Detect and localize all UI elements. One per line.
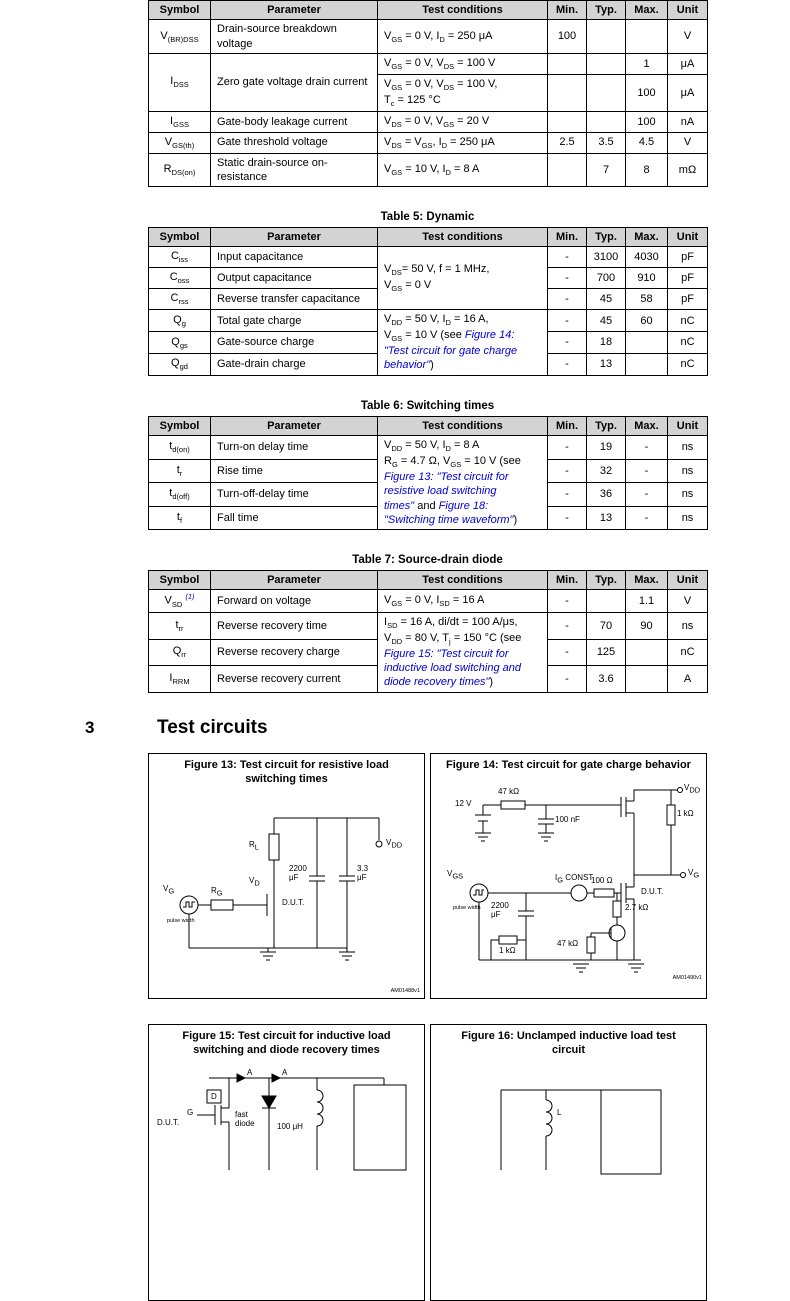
table-cell: Zero gate voltage drain current	[211, 53, 378, 111]
table-cell	[548, 53, 587, 74]
table-cell: -	[548, 639, 587, 666]
table-cell: 36	[587, 483, 626, 507]
table-cell: $V_{GS(th)}$	[149, 132, 211, 153]
column-header: Max.	[626, 416, 668, 435]
table-cell: ns	[668, 613, 708, 640]
section-heading	[85, 717, 707, 739]
table-cell: 100	[626, 111, 668, 132]
table-cell: -	[548, 613, 587, 640]
table-row	[149, 53, 708, 74]
table-cell: 7	[587, 153, 626, 187]
table-cell: $V_{GS} = 0$ V, $V_{DS} = 100$ V, $T_c = 125$ °C	[378, 74, 548, 111]
column-header: Min.	[548, 228, 587, 247]
table-cell: pF	[668, 268, 708, 289]
table-cell	[548, 74, 587, 111]
table-cell: $Q_g$	[149, 310, 211, 332]
figure-15-caption: Figure 15: Test circuit for inductive load switching and diode recovery times	[182, 1030, 391, 1057]
table-cell: $C_{iss}$	[149, 247, 211, 268]
table-cell: Turn-on delay time	[211, 436, 378, 460]
column-header: Typ.	[587, 416, 626, 435]
table-cell: ns	[668, 483, 708, 507]
column-header: Symbol	[149, 571, 211, 590]
table-row	[149, 590, 708, 613]
table-cell	[587, 74, 626, 111]
table-row	[149, 111, 708, 132]
column-header: Parameter	[211, 571, 378, 590]
label-drain-node: D	[211, 1091, 217, 1101]
table-cell: Gate-source charge	[211, 332, 378, 354]
table-cell: $t_{d(on)}$	[149, 436, 211, 460]
table-cell: 13	[587, 506, 626, 530]
figure-14-code: AM01490v1	[672, 974, 702, 981]
label-12v-supply: 12 V	[455, 798, 472, 808]
column-header: Test conditions	[378, 1, 548, 20]
table-cell: Reverse transfer capacitance	[211, 289, 378, 310]
column-header: Typ.	[587, 571, 626, 590]
section-number: 3	[85, 717, 95, 737]
table-cell: Output capacitance	[211, 268, 378, 289]
figure-15	[148, 1024, 425, 1301]
table-cell: -	[626, 483, 668, 507]
figure-reference-link[interactable]: Figure 13: "Test circuit for resistive load switching times"	[384, 470, 509, 512]
figure-16	[430, 1024, 707, 1301]
table-cell: ns	[668, 506, 708, 530]
label-dut: D.U.T.	[641, 886, 664, 896]
table-cell	[587, 590, 626, 613]
table-cell: 100	[548, 20, 587, 54]
table-cell: $V_{GS} = 10$ V, $I_D = 8$ A	[378, 153, 548, 187]
table-cell: nC	[668, 639, 708, 666]
table-cell: 3100	[587, 247, 626, 268]
table-cell: ns	[668, 436, 708, 460]
table-cell: $Q_{gd}$	[149, 353, 211, 375]
table-cell: Gate-drain charge	[211, 353, 378, 375]
table-cell: 8	[626, 153, 668, 187]
table-cell: 45	[587, 289, 626, 310]
table-cell: Forward on voltage	[211, 590, 378, 613]
column-header: Min.	[548, 1, 587, 20]
table-cell: $I_{RRM}$	[149, 666, 211, 693]
figure-reference-link[interactable]: Figure 14: "Test circuit for gate charge behavior"	[384, 329, 518, 372]
figure-16-body	[431, 1060, 706, 1300]
table-cell: $I_{GSS}$	[149, 111, 211, 132]
table-cell: -	[548, 666, 587, 693]
table-cell: -	[548, 459, 587, 483]
table-cell: 3.6	[587, 666, 626, 693]
table-cell: nC	[668, 310, 708, 332]
label-47k-bottom-resistor: 47 kΩ	[557, 938, 579, 948]
column-header: Symbol	[149, 416, 211, 435]
table-cell: $V_{(BR)DSS}$	[149, 20, 211, 54]
table-7-caption: Table 7: Source-drain diode	[352, 554, 503, 567]
column-header: Max.	[626, 1, 668, 20]
figure-14-caption: Figure 14: Test circuit for gate charge behavior	[446, 758, 691, 771]
table-cell: $V_{DD} = 50$ V, $I_D = 8$ A $R_G = 4.7$ Ω, $V_{GS} = 10$ V (see Figure 13: "Test circuit for resistive load switching times" and Figure 18: "Switching time waveform")	[378, 436, 548, 530]
table-cell: -	[548, 310, 587, 332]
table-cell: -	[548, 268, 587, 289]
table-cell: $I_{SD} = 16$ A, di/dt = 100 A/μs, $V_{DD} = 80$ V, $T_j = 150$ °C (see Figure 15: "Test circuit for inductive load switching and diode recovery times")	[378, 613, 548, 693]
footnote-link[interactable]: (1)	[185, 592, 195, 602]
label-100ohm-resistor: 100 Ω	[591, 875, 613, 885]
table-header-row	[149, 416, 708, 435]
table-cell: $t_r$	[149, 459, 211, 483]
table-cell: 13	[587, 353, 626, 375]
figure-reference-link[interactable]: Figure 15: "Test circuit for inductive load switching and diode recovery times"	[384, 647, 521, 689]
label-vg-terminal: $V_G$	[688, 867, 700, 880]
table-cell: -	[626, 459, 668, 483]
table-cell: Turn-off-delay time	[211, 483, 378, 507]
page-content	[85, 0, 707, 1301]
table-cell: -	[548, 353, 587, 375]
table-cell: Drain-source breakdown voltage	[211, 20, 378, 54]
table-header-row	[149, 571, 708, 590]
column-header: Unit	[668, 416, 708, 435]
table-cell: -	[626, 436, 668, 460]
table-row	[149, 247, 708, 268]
table-cell: $V_{DS} = 0$ V, $V_{GS} = 20$ V	[378, 111, 548, 132]
table-cell: 125	[587, 639, 626, 666]
table-cell: $C_{oss}$	[149, 268, 211, 289]
table-cell: nC	[668, 332, 708, 354]
table-row	[149, 132, 708, 153]
table-cell	[587, 20, 626, 54]
figure-13-code: AM01488v1	[390, 988, 420, 995]
table-cell: 60	[626, 310, 668, 332]
table-source-drain-diode	[148, 570, 707, 693]
figures-row-1	[148, 753, 707, 1000]
table-cell: nC	[668, 353, 708, 375]
column-header: Test conditions	[378, 228, 548, 247]
column-header: Symbol	[149, 228, 211, 247]
column-header: Symbol	[149, 1, 211, 20]
label-gate-node: G	[187, 1107, 194, 1117]
table-cell: Total gate charge	[211, 310, 378, 332]
table-cell: 32	[587, 459, 626, 483]
table-cell: $V_{GS} = 0$ V, $I_{SD} = 16$ A	[378, 590, 548, 613]
table-switching-times	[148, 416, 707, 530]
figure-13-caption: Figure 13: Test circuit for resistive load switching times	[184, 758, 389, 785]
table-cell: -	[548, 289, 587, 310]
label-fast-diode: fast diode	[235, 1109, 255, 1128]
label-2200uf-cap: 2200 μF	[491, 900, 509, 919]
column-header: Max.	[626, 228, 668, 247]
inductive-load-circuit-diagram	[149, 1060, 426, 1300]
column-header: Typ.	[587, 1, 626, 20]
column-header: Parameter	[211, 416, 378, 435]
table-row	[149, 436, 708, 460]
table-cell: 1	[626, 53, 668, 74]
label-cap-2200uf: 2200 μF	[289, 864, 307, 883]
table-cell: ns	[668, 459, 708, 483]
column-header: Min.	[548, 571, 587, 590]
table-cell: 700	[587, 268, 626, 289]
table-cell: μA	[668, 53, 708, 74]
table-cell	[626, 353, 668, 375]
table-cell: V	[668, 590, 708, 613]
label-node-a2: A	[282, 1067, 288, 1077]
table-cell: -	[548, 332, 587, 354]
table-cell: -	[548, 247, 587, 268]
table-cell: Gate threshold voltage	[211, 132, 378, 153]
column-header: Test conditions	[378, 571, 548, 590]
table-cell: 910	[626, 268, 668, 289]
column-header: Parameter	[211, 228, 378, 247]
table-cell: $V_{DS} = V_{GS}$, $I_D = 250$ μA	[378, 132, 548, 153]
figure-15-body	[149, 1060, 424, 1300]
table-cell: Input capacitance	[211, 247, 378, 268]
table-cell: mΩ	[668, 153, 708, 187]
table-cell: 90	[626, 613, 668, 640]
column-header: Typ.	[587, 228, 626, 247]
table-cell: $Q_{gs}$	[149, 332, 211, 354]
table-cell	[626, 332, 668, 354]
figure-14	[430, 753, 707, 1000]
table-6-caption: Table 6: Switching times	[360, 399, 495, 412]
table-cell: $V_{DS}= 50$ V, f = 1 MHz, $V_{GS} = 0$ V	[378, 247, 548, 310]
label-vd-node: $V_D$	[249, 876, 260, 888]
label-vg-source: $V_G$	[163, 884, 175, 896]
table-cell: μA	[668, 74, 708, 111]
column-header: Max.	[626, 571, 668, 590]
label-vgs-source: $V_{GS}$	[447, 868, 464, 881]
table-row	[149, 153, 708, 187]
figure-14-body	[431, 775, 706, 985]
table-cell: nA	[668, 111, 708, 132]
column-header: Unit	[668, 1, 708, 20]
table-row	[149, 20, 708, 54]
label-pulse-width: pulse width	[453, 904, 481, 911]
resistive-load-circuit-diagram	[149, 788, 426, 998]
table-cell: -	[548, 506, 587, 530]
table-cell: V	[668, 20, 708, 54]
table-cell: Gate-body leakage current	[211, 111, 378, 132]
label-100uh-inductor: 100 μH	[277, 1121, 303, 1131]
table-cell: $Q_{rr}$	[149, 639, 211, 666]
table-cell: $C_{rss}$	[149, 289, 211, 310]
table-cell: Fall time	[211, 506, 378, 530]
table-cell	[626, 20, 668, 54]
column-header: Test conditions	[378, 416, 548, 435]
label-47k-top-resistor: 47 kΩ	[498, 786, 520, 796]
figures-row-2	[148, 1024, 707, 1301]
label-load-resistor: $R_L$	[249, 840, 259, 852]
table-electrical-characteristics	[148, 0, 707, 187]
label-vdd-terminal: $V_{DD}$	[386, 838, 403, 850]
table-cell: -	[626, 506, 668, 530]
table-cell: $V_{GS} = 0$ V, $I_D = 250$ μA	[378, 20, 548, 54]
label-1k-right-resistor: 1 kΩ	[677, 808, 694, 818]
unclamped-inductive-circuit-diagram	[431, 1060, 704, 1300]
table-cell: -	[548, 483, 587, 507]
table-cell: 4030	[626, 247, 668, 268]
table-cell: Reverse recovery current	[211, 666, 378, 693]
table-cell: 3.5	[587, 132, 626, 153]
table-cell: $I_{DSS}$	[149, 53, 211, 111]
table-cell: 1.1	[626, 590, 668, 613]
figure-13	[148, 753, 425, 1000]
table-cell: $V_{GS} = 0$ V, $V_{DS} = 100$ V	[378, 53, 548, 74]
table-cell	[548, 153, 587, 187]
table-cell: $t_f$	[149, 506, 211, 530]
table-cell: Reverse recovery charge	[211, 639, 378, 666]
table-cell: Static drain-source on-resistance	[211, 153, 378, 187]
table-cell: A	[668, 666, 708, 693]
table-cell: Reverse recovery time	[211, 613, 378, 640]
table-cell: 18	[587, 332, 626, 354]
table-5-caption: Table 5: Dynamic	[380, 211, 475, 224]
label-gate-resistor: $R_G$	[211, 886, 223, 898]
table-cell: pF	[668, 289, 708, 310]
table-cell: V	[668, 132, 708, 153]
table-cell: 4.5	[626, 132, 668, 153]
label-pulse-width: pulse width	[167, 918, 195, 925]
table-row	[149, 310, 708, 332]
table-cell: 100	[626, 74, 668, 111]
label-ig-const-source: $I_G$ CONST	[555, 872, 594, 885]
label-node-a1: A	[247, 1067, 253, 1077]
label-inductor-l: L	[557, 1107, 562, 1117]
table-cell: $t_{d(off)}$	[149, 483, 211, 507]
label-vdd-terminal: $V_{DD}$	[684, 782, 701, 795]
table-cell	[548, 111, 587, 132]
label-1k-bottom-resistor: 1 kΩ	[499, 945, 516, 955]
column-header: Unit	[668, 571, 708, 590]
table-cell: -	[548, 590, 587, 613]
section-title: Test circuits	[157, 716, 268, 738]
column-header: Min.	[548, 416, 587, 435]
figure-reference-link[interactable]: Figure 18: "Switching time waveform"	[384, 499, 514, 526]
column-header: Parameter	[211, 1, 378, 20]
table-cell	[587, 111, 626, 132]
table-cell: -	[548, 436, 587, 460]
table-cell: $t_{rr}$	[149, 613, 211, 640]
table-header-row	[149, 228, 708, 247]
table-cell: $V_{DD} = 50$ V, $I_D = 16$ A, $V_{GS} = 10$ V (see Figure 14: "Test circuit for gate charge behavior")	[378, 310, 548, 375]
label-2p7k-resistor: 2.7 kΩ	[625, 902, 649, 912]
table-cell: $R_{DS(on)}$	[149, 153, 211, 187]
table-cell: 58	[626, 289, 668, 310]
table-header-row	[149, 1, 708, 20]
table-cell: Rise time	[211, 459, 378, 483]
label-100nf-cap: 100 nF	[555, 814, 580, 824]
label-cap-3p3uf: 3.3 μF	[357, 864, 369, 883]
column-header: Unit	[668, 228, 708, 247]
table-cell	[626, 666, 668, 693]
table-dynamic	[148, 227, 707, 376]
table-cell: 70	[587, 613, 626, 640]
table-cell: 19	[587, 436, 626, 460]
figure-13-body	[149, 788, 424, 998]
table-row	[149, 613, 708, 640]
table-cell	[626, 639, 668, 666]
table-cell: $V_{SD}$ $^{(1)}$	[149, 590, 211, 613]
table-cell: 2.5	[548, 132, 587, 153]
figure-16-caption: Figure 16: Unclamped inductive load test circuit	[461, 1030, 676, 1057]
label-dut: D.U.T.	[282, 898, 305, 908]
table-cell: 45	[587, 310, 626, 332]
table-cell	[587, 53, 626, 74]
label-dut: D.U.T.	[157, 1117, 180, 1127]
table-cell: pF	[668, 247, 708, 268]
